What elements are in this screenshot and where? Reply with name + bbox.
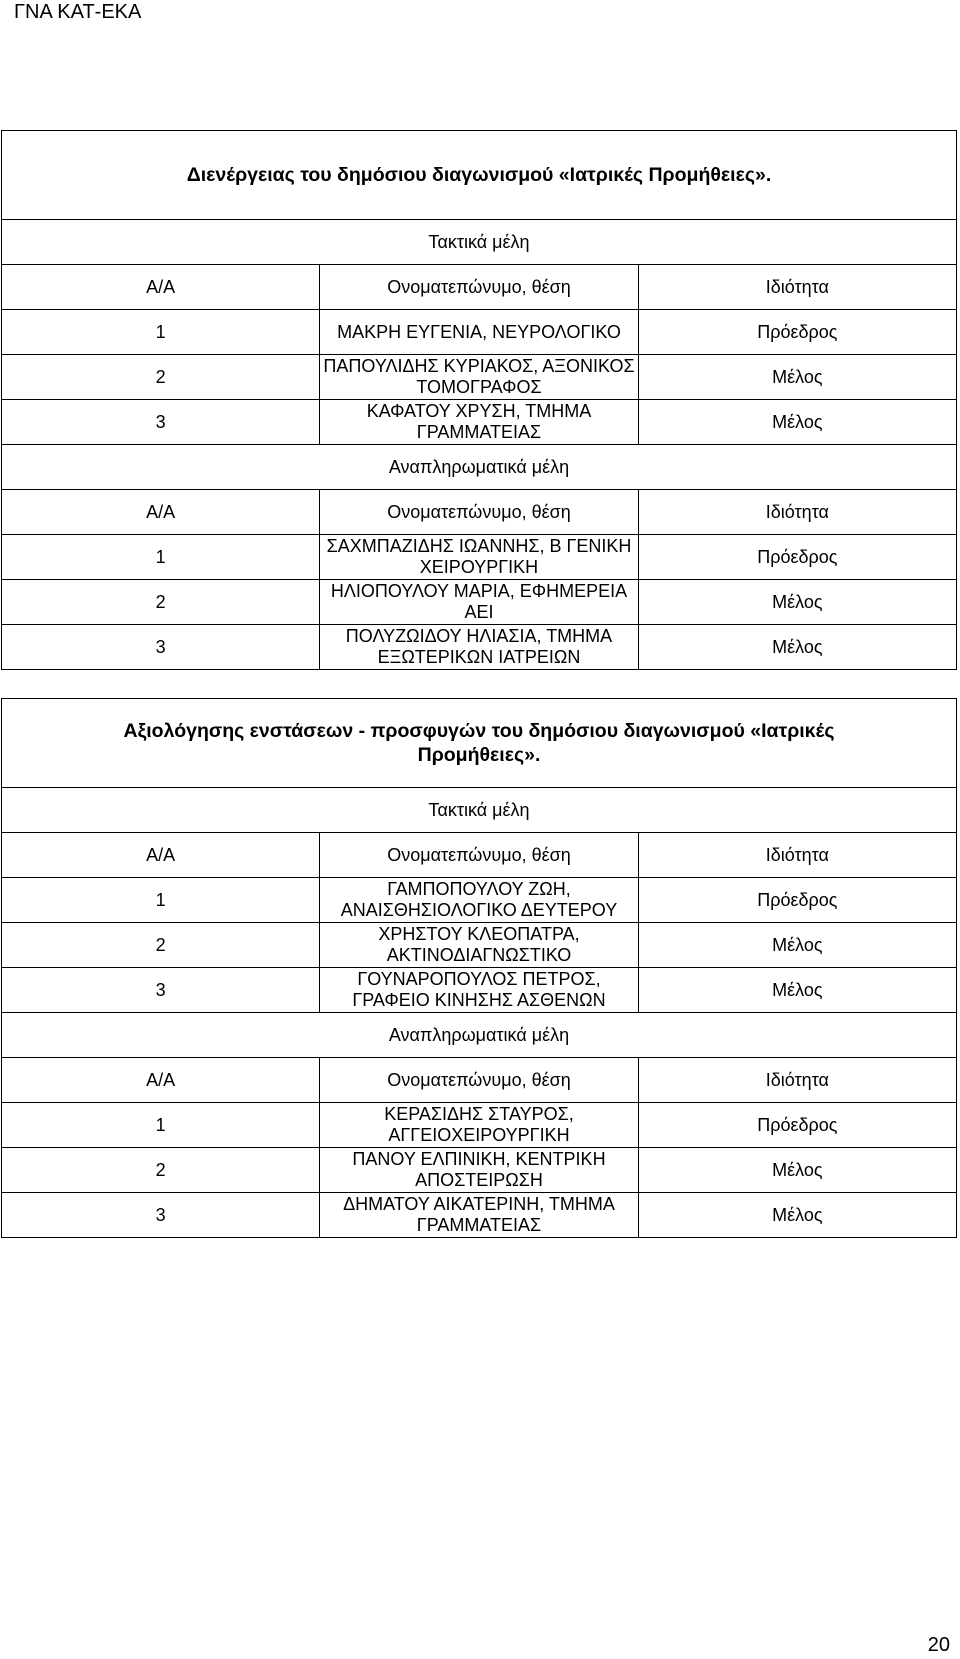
column-header-row — [2, 833, 957, 878]
member-role: Πρόεδρος — [638, 1103, 956, 1148]
column-header-row — [2, 490, 957, 535]
committee-title-row — [2, 699, 957, 788]
table-row — [2, 355, 957, 400]
member-no: 2 — [2, 580, 320, 625]
table-row — [2, 878, 957, 923]
member-name: ΧΡΗΣΤΟΥ ΚΛΕΟΠΑΤΡΑ, ΑΚΤΙΝΟΔΙΑΓΝΩΣΤΙΚΟ — [320, 923, 638, 968]
column-header-no: Α/Α — [2, 490, 320, 535]
section-label: Αναπληρωματικά μέλη — [2, 445, 957, 490]
member-no: 1 — [2, 878, 320, 923]
member-name: ΣΑΧΜΠΑΖΙΔΗΣ ΙΩΑΝΝΗΣ, Β ΓΕΝΙΚΗ ΧΕΙΡΟΥΡΓΙΚΗ — [320, 535, 638, 580]
member-no: 3 — [2, 1193, 320, 1238]
section-label-row — [2, 1013, 957, 1058]
column-header-name: Ονοματεπώνυμο, θέση — [320, 833, 638, 878]
member-name: ΜΑΚΡΗ ΕΥΓΕΝΙΑ, ΝΕΥΡΟΛΟΓΙΚΟ — [320, 310, 638, 355]
member-no: 2 — [2, 355, 320, 400]
section-label-row — [2, 788, 957, 833]
table-row — [2, 968, 957, 1013]
member-no: 1 — [2, 1103, 320, 1148]
column-header-row — [2, 1058, 957, 1103]
column-header-role: Ιδιότητα — [638, 265, 956, 310]
table-row — [2, 400, 957, 445]
member-no: 3 — [2, 625, 320, 670]
member-role: Μέλος — [638, 923, 956, 968]
committee-table — [1, 130, 957, 670]
member-role: Μέλος — [638, 625, 956, 670]
member-name: ΔΗΜΑΤΟΥ ΑΙΚΑΤΕΡΙΝΗ, ΤΜΗΜΑ ΓΡΑΜΜΑΤΕΙΑΣ — [320, 1193, 638, 1238]
member-name: ΚΑΦΑΤΟΥ ΧΡΥΣΗ, ΤΜΗΜΑ ΓΡΑΜΜΑΤΕΙΑΣ — [320, 400, 638, 445]
member-no: 2 — [2, 1148, 320, 1193]
table-row — [2, 923, 957, 968]
column-header-role: Ιδιότητα — [638, 1058, 956, 1103]
member-role: Πρόεδρος — [638, 878, 956, 923]
table-row — [2, 310, 957, 355]
section-label: Τακτικά μέλη — [2, 788, 957, 833]
table-row — [2, 1103, 957, 1148]
table-row — [2, 535, 957, 580]
member-role: Μέλος — [638, 1193, 956, 1238]
table-row — [2, 625, 957, 670]
member-no: 2 — [2, 923, 320, 968]
column-header-role: Ιδιότητα — [638, 833, 956, 878]
table-row — [2, 580, 957, 625]
member-role: Μέλος — [638, 355, 956, 400]
page-header: ΓΝΑ ΚΑΤ-ΕΚΑ — [14, 1, 142, 23]
committee-table — [1, 698, 957, 1238]
member-role: Πρόεδρος — [638, 310, 956, 355]
member-no: 3 — [2, 968, 320, 1013]
member-role: Πρόεδρος — [638, 535, 956, 580]
member-no: 1 — [2, 535, 320, 580]
member-name: ΓΟΥΝΑΡΟΠΟΥΛΟΣ ΠΕΤΡΟΣ, ΓΡΑΦΕΙΟ ΚΙΝΗΣΗΣ ΑΣΘΕΝΩΝ — [320, 968, 638, 1013]
section-label: Τακτικά μέλη — [2, 220, 957, 265]
member-name: ΓΑΜΠΟΠΟΥΛΟΥ ΖΩΗ, ΑΝΑΙΣΘΗΣΙΟΛΟΓΙΚΟ ΔΕΥΤΕΡΟΥ — [320, 878, 638, 923]
column-header-name: Ονοματεπώνυμο, θέση — [320, 265, 638, 310]
committee-title: Διενέργειας του δημόσιου διαγωνισμού «Ιατρικές Προμήθειες». — [2, 131, 957, 220]
column-header-no: Α/Α — [2, 265, 320, 310]
section-label-row — [2, 445, 957, 490]
member-name: ΗΛΙΟΠΟΥΛΟΥ ΜΑΡΙΑ, ΕΦΗΜΕΡΕΙΑ ΑΕΙ — [320, 580, 638, 625]
committee-title-row — [2, 131, 957, 220]
column-header-row — [2, 265, 957, 310]
section-label-row — [2, 220, 957, 265]
table-row — [2, 1148, 957, 1193]
table-row — [2, 1193, 957, 1238]
column-header-no: Α/Α — [2, 1058, 320, 1103]
member-name: ΠΑΠΟΥΛΙΔΗΣ ΚΥΡΙΑΚΟΣ, ΑΞΟΝΙΚΟΣ ΤΟΜΟΓΡΑΦΟΣ — [320, 355, 638, 400]
column-header-name: Ονοματεπώνυμο, θέση — [320, 1058, 638, 1103]
member-name: ΠΑΝΟΥ ΕΛΠΙΝΙΚΗ, ΚΕΝΤΡΙΚΗ ΑΠΟΣΤΕΙΡΩΣΗ — [320, 1148, 638, 1193]
column-header-no: Α/Α — [2, 833, 320, 878]
page-number: 20 — [927, 1634, 950, 1656]
member-role: Μέλος — [638, 580, 956, 625]
member-role: Μέλος — [638, 1148, 956, 1193]
member-no: 1 — [2, 310, 320, 355]
column-header-name: Ονοματεπώνυμο, θέση — [320, 490, 638, 535]
member-name: ΠΟΛΥΖΩΙΔΟΥ ΗΛΙΑΣΙΑ, ΤΜΗΜΑ ΕΞΩΤΕΡΙΚΩΝ ΙΑΤΡΕΙΩΝ — [320, 625, 638, 670]
committee-title: Αξιολόγησης ενστάσεων - προσφυγών του δημόσιου διαγωνισμού «Ιατρικές Προμήθειες». — [2, 699, 957, 788]
section-label: Αναπληρωματικά μέλη — [2, 1013, 957, 1058]
member-name: ΚΕΡΑΣΙΔΗΣ ΣΤΑΥΡΟΣ, ΑΓΓΕΙΟΧΕΙΡΟΥΡΓΙΚΗ — [320, 1103, 638, 1148]
member-no: 3 — [2, 400, 320, 445]
column-header-role: Ιδιότητα — [638, 490, 956, 535]
member-role: Μέλος — [638, 400, 956, 445]
member-role: Μέλος — [638, 968, 956, 1013]
